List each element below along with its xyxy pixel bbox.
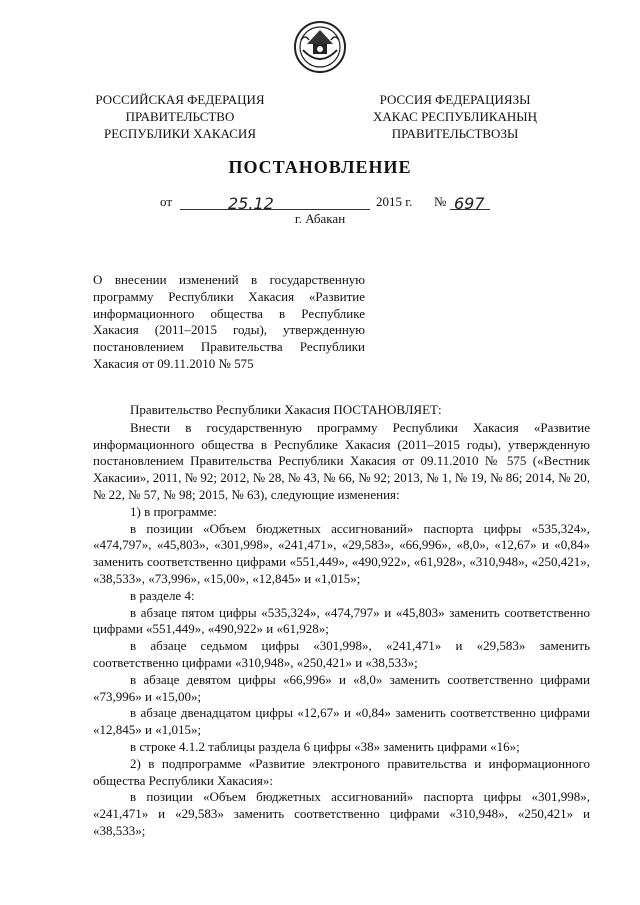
body-paragraph: Внести в государственную программу Республики Хакасия «Развитие информационного общества в Республике Хакасия (2011–2015 годы), утвержденную постановлением Правительства Республики Хакасия от 09.11.2010 № 575 («Вестник Хакасии», 2011, № 92; 2012, № 28, № 43, № 66, № 92; 2013, № 1, № 19, № 86; 2014, № 20, № 22, № 57, № 98; 2015, № 63), следующие изменения: <box>93 419 590 502</box>
header-left-line: РЕСПУБЛИКИ ХАКАСИЯ <box>103 126 256 141</box>
subject-line: Хакасия (2011–2015 годы), утвержденную <box>93 322 365 338</box>
body-paragraph: в строке 4.1.2 таблицы раздела 6 цифры «38» заменить цифрами «16»; <box>130 738 520 754</box>
date-underline <box>180 209 370 210</box>
handwritten-date: 25.12 <box>228 194 274 213</box>
date-prefix: от <box>160 194 173 209</box>
subject-block <box>93 272 365 373</box>
subject-line: О внесении изменений в государственную <box>93 272 365 287</box>
subject-line: Хакасия от 09.11.2010 № 575 <box>93 355 254 371</box>
subject-line: постановлением Правительства Республики <box>93 339 365 355</box>
header-left-line: РОССИЙСКАЯ ФЕДЕРАЦИЯ <box>95 92 265 107</box>
body-paragraph: в разделе 4: <box>130 587 195 603</box>
date-year: 2015 г. <box>376 194 413 209</box>
coat-of-arms-emblem-icon <box>293 20 347 74</box>
subject-line: программу Республики Хакасия «Развитие <box>93 288 365 304</box>
header-right-line: ХАКАС РЕСПУБЛИКАНЫҢ <box>372 109 538 124</box>
document-body <box>93 402 590 840</box>
header-right-line: ПРАВИТЕЛЬСТВОЗЫ <box>391 126 519 141</box>
header-left-line: ПРАВИТЕЛЬСТВО <box>125 109 235 124</box>
header-right <box>350 91 560 142</box>
body-paragraph: в позиции «Объем бюджетных ассигнований» паспорта цифры «535,324», «474,797», «45,803», «301,998», «241,471», «29,583», «66,996», «8,0», «12,67» и «0,84» заменить соответственно цифрами «551,449», «490,922», «61,928», «310,948», «250,421», «38,533», «73,996», «15,00», «12,845» и «1,015»; <box>93 520 590 586</box>
document-type-title: ПОСТАНОВЛЕНИЕ <box>228 157 412 177</box>
body-paragraph: в абзаце двенадцатом цифры «12,67» и «0,84» заменить соответственно цифрами «12,845» и «1,015»; <box>93 705 590 738</box>
handwritten-number: 697 <box>454 194 485 213</box>
body-paragraph: в абзаце седьмом цифры «301,998», «241,471» и «29,583» заменить соответственно цифрами «310,948», «250,421» и «38,533»; <box>93 638 590 670</box>
body-paragraph: 1) в программе: <box>130 503 217 519</box>
body-paragraph: в абзаце девятом цифры «66,996» и «8,0» заменить соответственно цифрами «73,996» и «15,00»; <box>93 671 590 704</box>
subject-line: информационного общества в Республике <box>93 305 365 321</box>
body-paragraph: 2) в подпрограмме «Развитие электроного правительства и информационного общества Республики Хакасия»: <box>93 755 590 788</box>
number-label: № <box>434 194 447 209</box>
body-paragraph: в позиции «Объем бюджетных ассигнований» паспорта цифры «301,998», «241,471» и «29,583» заменить соответственно цифрами «310,948», «250,421» и «38,533»; <box>93 789 590 838</box>
header-left <box>80 91 280 142</box>
body-paragraph: в абзаце пятом цифры «535,324», «474,797» и «45,803» заменить соответственно цифрами «551,449», «490,922» и «61,928»; <box>93 604 590 637</box>
resolution-preamble: Правительство Республики Хакасия ПОСТАНОВЛЯЕТ: <box>130 402 442 417</box>
header-right-line: РОССИЯ ФЕДЕРАЦИЯЗЫ <box>379 92 531 107</box>
city-line: г. Абакан <box>294 211 346 226</box>
